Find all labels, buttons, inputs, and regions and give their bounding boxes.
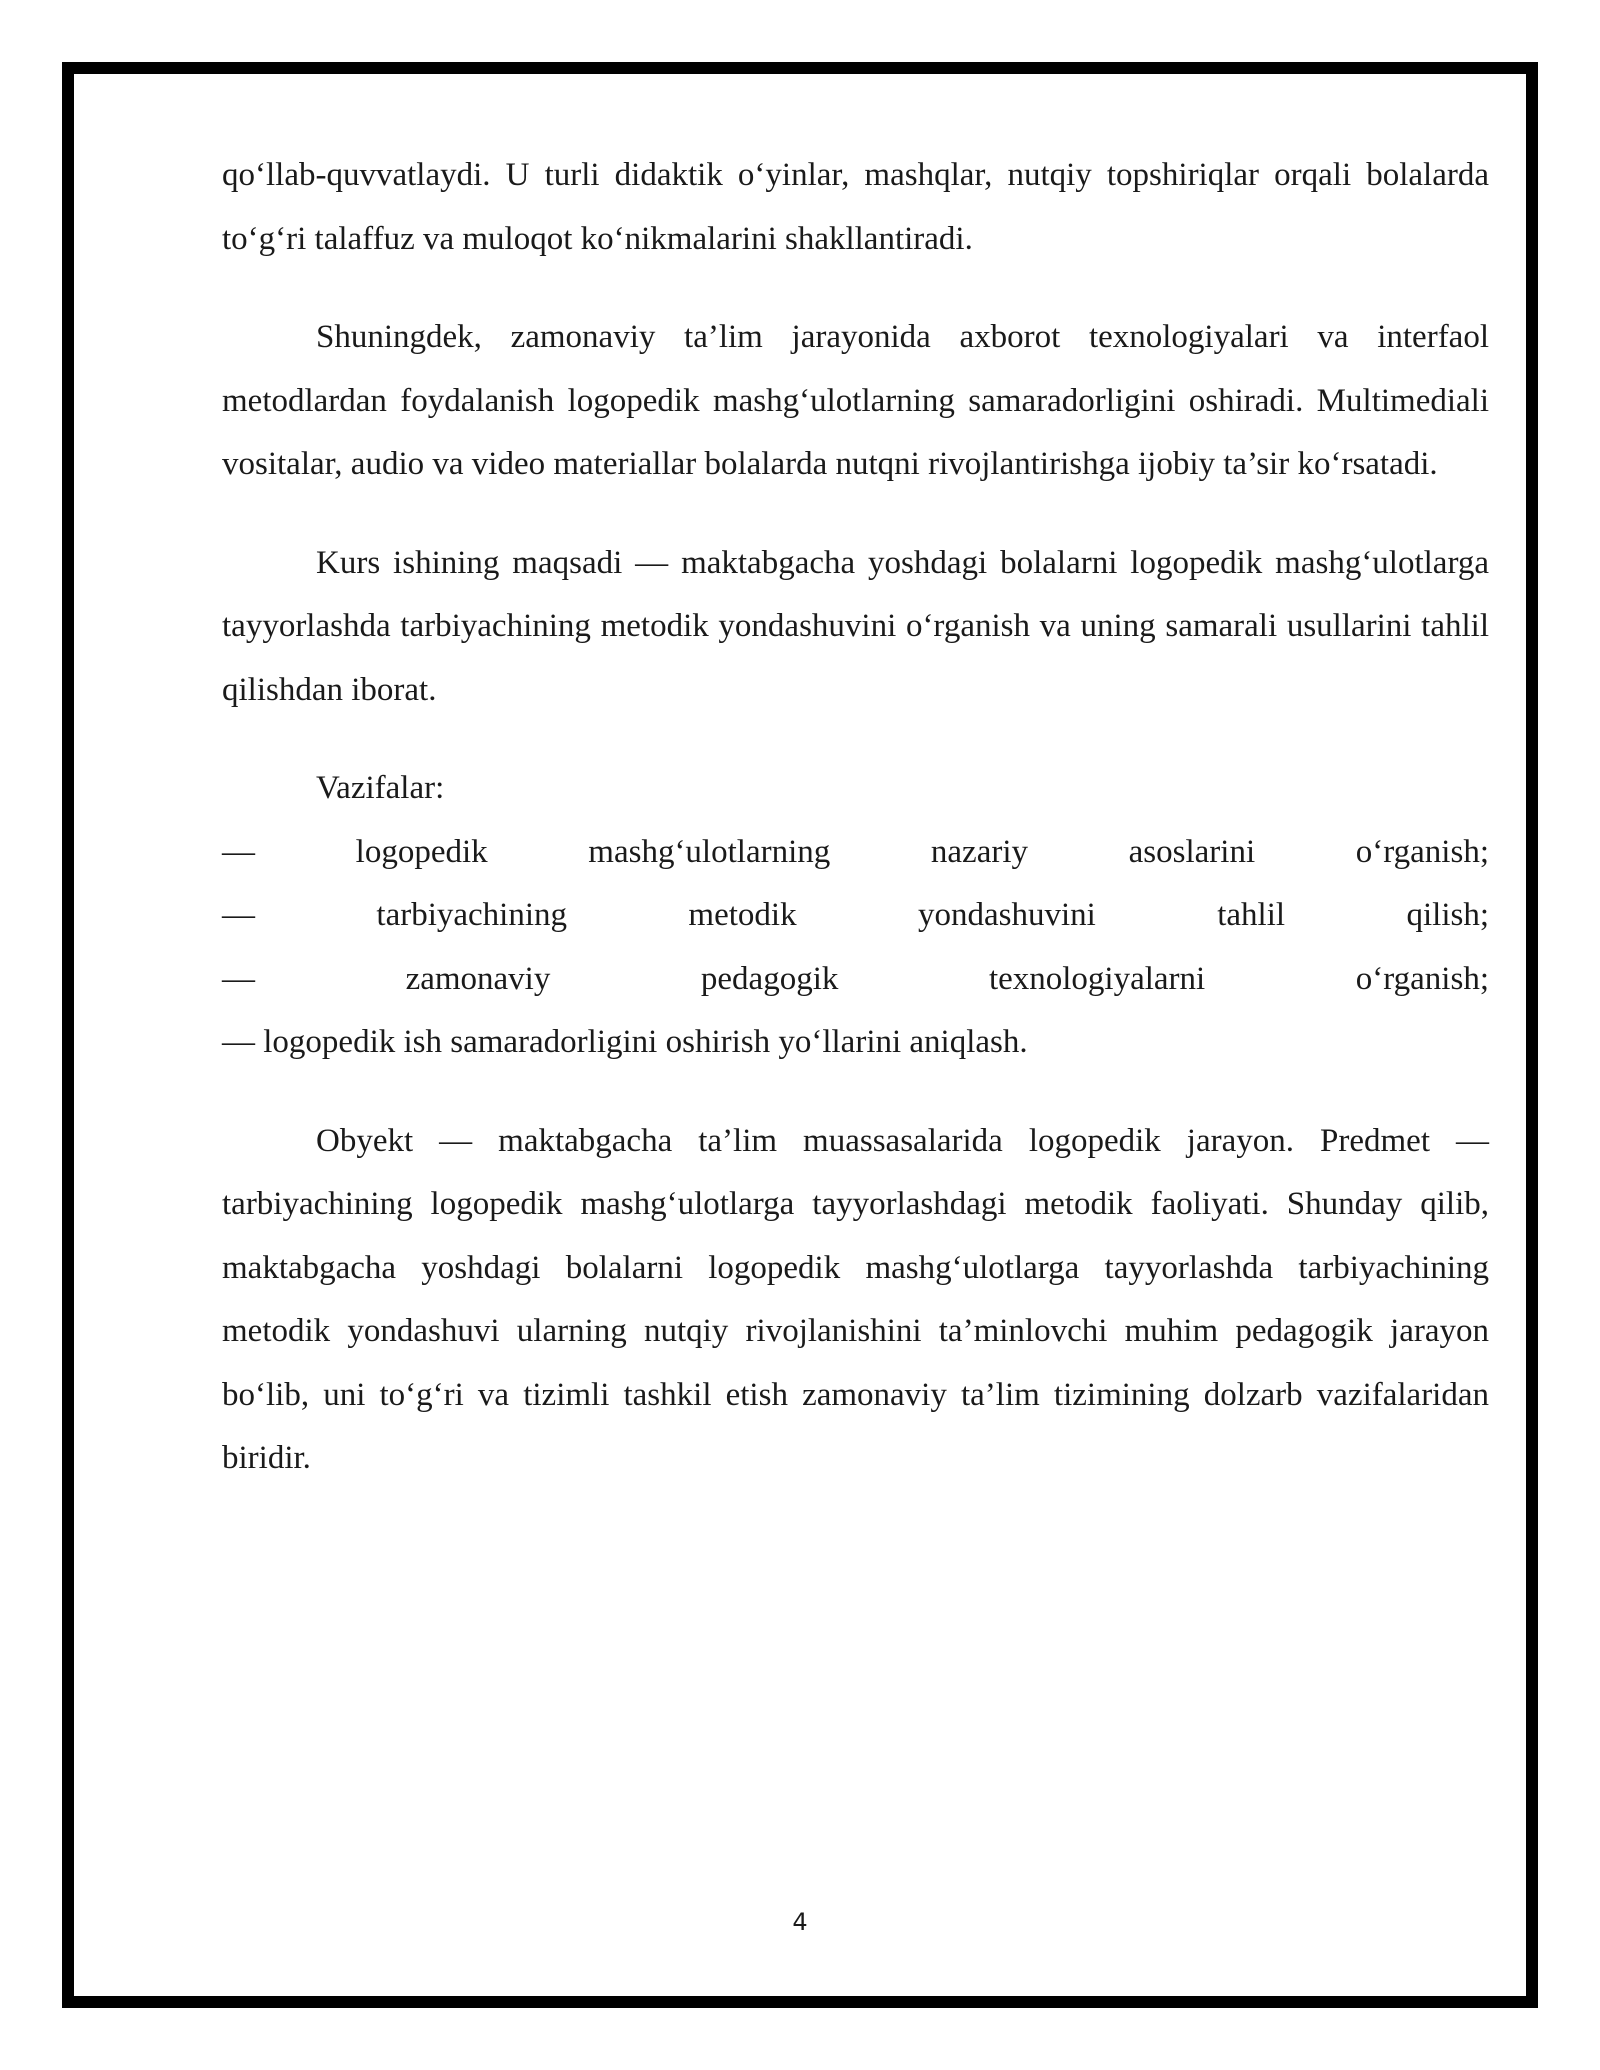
task-item: — logopedik mashg‘ulotlarning nazariy asoslarini o‘rganish;: [222, 833, 1489, 870]
task-item: — logopedik ish samaradorligini oshirish yo‘llarini aniqlash.: [222, 1024, 1028, 1060]
page-number: 4: [792, 1908, 808, 1936]
tasks-heading: Vazifalar:: [316, 770, 445, 806]
paragraph-goal: Kurs ishining maqsadi — maktabgacha yoshdagi bolalarni logopedik mashg‘ulotlarga tayyorlashda tarbiyachining metodik yondashuvini o‘rganish va uning samarali usullarini tahlil qilishdan iborat.: [222, 544, 1489, 708]
task-item: — zamonaviy pedagogik texnologiyalarni o‘rganish;: [222, 960, 1489, 997]
document-body: [222, 144, 1489, 1526]
paragraph-continuation: qo‘llab-quvvatlaydi. U turli didaktik o‘yinlar, mashqlar, nutqiy topshiriqlar orqali bolalarda to‘g‘ri talaffuz va muloqot ko‘nikmalarini shakllantiradi.: [222, 157, 1489, 257]
task-item: — tarbiyachining metodik yondashuvini tahlil qilish;: [222, 897, 1489, 933]
paragraph-object-subject: Obyekt — maktabgacha ta’lim muassasalarida logopedik jarayon. Predmet — tarbiyachining logopedik mashg‘ulotlarga tayyorlashdagi metodik faoliyati. Shunday qilib, maktabgacha yoshdagi bolalarni logopedik mashg‘ulotlarga tayyorlashda tarbiyachining metodik yondashuvi ularning nutqiy rivojlanishini ta’minlovchi muhim pedagogik jarayon bo‘lib, uni to‘g‘ri va tizimli tashkil etish zamonaviy ta’lim tizimining dolzarb vazifalaridan biridir.: [222, 1122, 1489, 1476]
paragraph-technologies: Shuningdek, zamonaviy ta’lim jarayonida axborot texnologiyalari va interfaol metodlardan foydalanish logopedik mashg‘ulotlarning samaradorligini oshiradi. Multimediali vositalar, audio va video materiallar bolalarda nutqni rivojlantirishga ijobiy ta’sir ko‘rsatadi.: [222, 319, 1489, 482]
